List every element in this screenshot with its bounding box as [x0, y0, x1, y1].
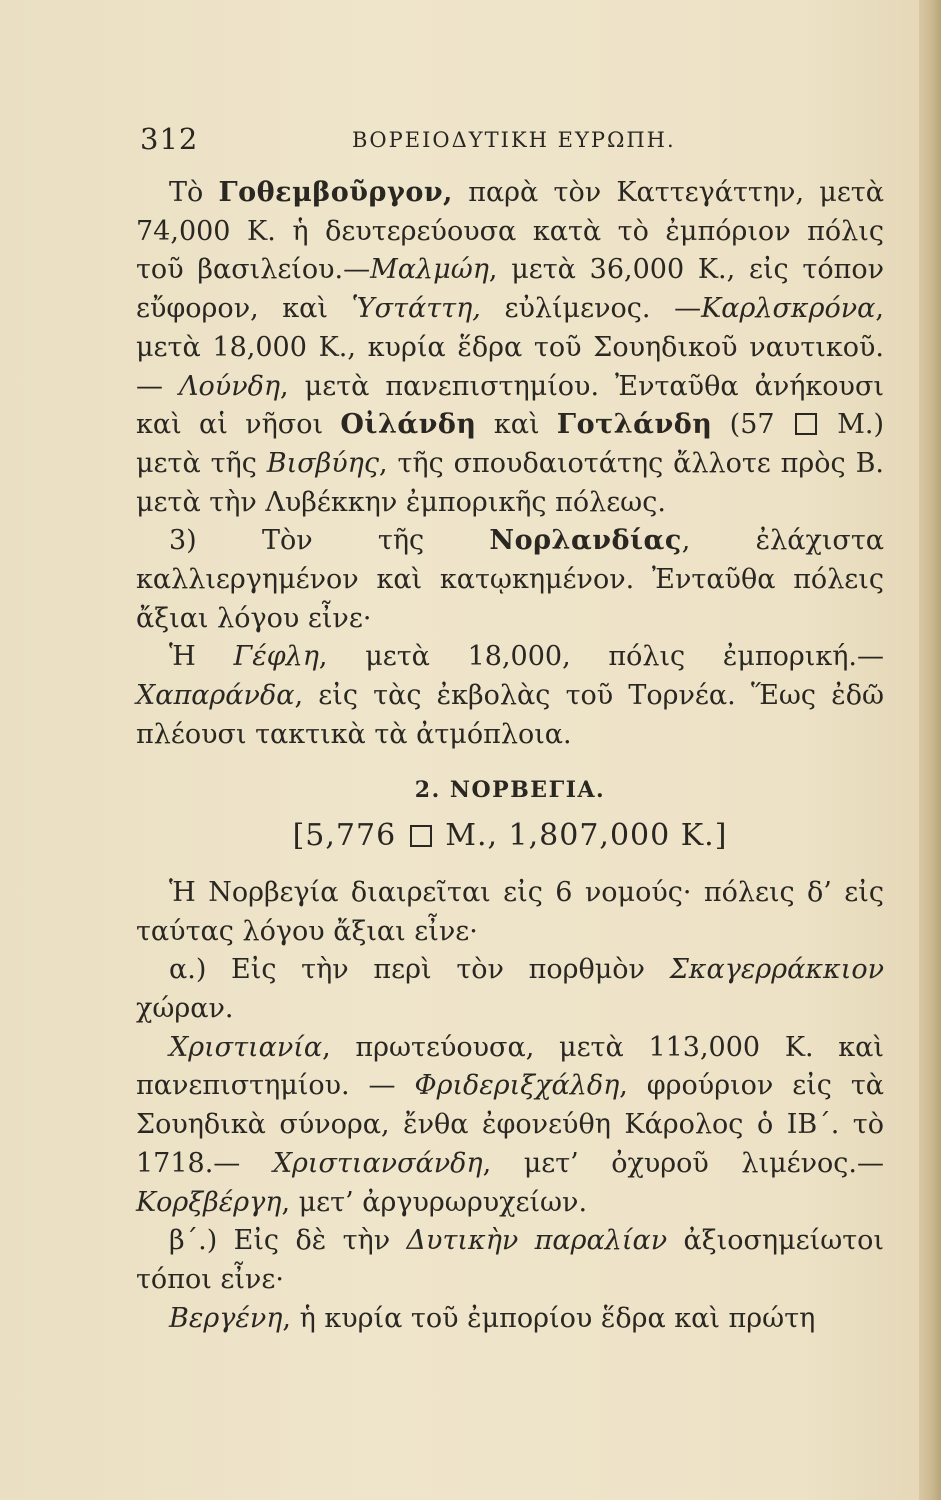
text-run: , φρούριον εἰς τὰ Σουηδικὰ σύνορα, ἔνθα ἐφονεύθη Κάρολος ὁ ΙΒ΄. τὸ 1718.— [136, 1070, 884, 1179]
text-run: Μ.) μετὰ τῆς [136, 409, 884, 479]
text-run: , τῆς σπουδαιοτάτης ἄλλοτε πρὸς Β. μετὰ τὴν Λυβέκκην ἐμπορικῆς πόλεως. [136, 447, 884, 518]
place-name-italic: Βεργένη [169, 1302, 283, 1334]
square-mile-symbol [795, 413, 817, 435]
page-edge [919, 0, 941, 1500]
page-header [140, 122, 882, 172]
place-name-italic: Χαπαράνδα [136, 680, 295, 712]
section-stats [136, 817, 884, 856]
place-name-italic: Κορξβέργη [136, 1186, 282, 1218]
place-name-bold: Γοτλάνδη [556, 409, 713, 441]
text-run: , μετὰ 18,000 Κ., κυρία ἕδρα τοῦ Σουηδικοῦ ναυτικοῦ. — [136, 293, 884, 402]
text-run: , πρωτεύουσα, μετὰ 113,000 Κ. καὶ πανεπιστημίου. — [136, 1031, 884, 1102]
text-run: εὐλίμενος. — [480, 293, 702, 325]
text-run: καὶ [476, 409, 557, 441]
place-name-italic: Χριστιανσάνδη [272, 1147, 483, 1179]
place-name-bold: Γοθεμβοῦργον, [218, 177, 453, 208]
text-run: α.) Εἰς τὴν περὶ τὸν πορθμὸν [169, 954, 670, 986]
text-run: παρὰ τὸν Καττεγάττην, μετὰ 74,000 Κ. ἡ δευτερεύουσα κατὰ τὸ ἐμπόριον πόλις τοῦ βασιλείου.— [136, 177, 884, 286]
place-name-bold: Νορλανδίας [489, 525, 682, 557]
place-name-italic: Μαλμώη [370, 254, 489, 286]
paragraph-west-coast [136, 1222, 884, 1299]
place-name-italic: Χριστιανία [169, 1031, 323, 1063]
text-run: Μ., 1,807,000 Κ.] [434, 818, 728, 854]
text-run: Ἡ Νορβεγία διαιρεῖται εἰς 6 νομούς· πόλεις δ’ εἰς ταύτας λόγου ἄξιαι εἶνε· [136, 876, 884, 947]
place-name-italic: Γέφλη [233, 641, 319, 673]
place-name-italic: Ὑστάττη, [351, 293, 481, 325]
place-name-italic: Καρλσκρόνα [701, 293, 876, 325]
text-run: , μετ’ ὀχυροῦ λιμένος.— [482, 1147, 884, 1179]
page-number: 312 [140, 122, 199, 156]
paragraph-bergen [136, 1300, 884, 1339]
paragraph-skagerrak [136, 951, 884, 1028]
text-run: , μετ’ ἀργυρωρυχείων. [281, 1186, 588, 1218]
paragraph-christiania [136, 1029, 884, 1223]
place-name-italic: Λούνδη [179, 370, 281, 402]
text-run: Τὸ [169, 177, 219, 208]
paragraph-sweden-cities [136, 174, 884, 522]
text-run: , μετὰ 36,000 Κ., εἰς τόπον εὔφορον, καὶ [136, 254, 884, 325]
text-run: , μετὰ 18,000, πόλις ἐμπορική.— [318, 641, 885, 673]
body-text [136, 174, 884, 1338]
text-run: , ἐλάχιστα καλλιεργημένον καὶ κατῳκημένον. Ἐνταῦθα πόλεις ἄξιαι λόγου εἶνε· [136, 525, 884, 634]
text-run: β΄.) Εἰς δὲ τὴν [169, 1225, 407, 1257]
text-run: 3) Τὸν τῆς [169, 525, 490, 557]
text-run: [5,776 [292, 818, 407, 854]
text-run: , μετὰ πανεπιστημίου. Ἐνταῦθα ἀνήκουσι καὶ αἱ νῆσοι [136, 370, 884, 441]
section-heading: 2. ΝΟΡΒΕΓΙΑ. [414, 776, 606, 803]
paragraph-gefle [136, 638, 884, 754]
text-run: χώραν. [136, 993, 234, 1025]
text-run: ἀξιοσημείωτοι τόποι εἶνε· [136, 1225, 885, 1295]
place-name-italic: Βισβύης [266, 447, 379, 479]
paragraph-norway-intro [136, 874, 884, 951]
text-run: , ἡ κυρία τοῦ ἐμπορίου ἕδρα καὶ πρώτη [282, 1302, 816, 1334]
text-run: , εἰς τὰς ἐκβολὰς τοῦ Τορνέα. Ἕως ἐδῶ πλέουσι τακτικὰ τὰ ἀτμόπλοια. [136, 680, 884, 750]
text-run: (57 [712, 409, 792, 441]
running-title: ΒΟΡΕΙΟΔΥΤΙΚΗ ΕΥΡΩΠΗ. [352, 128, 676, 152]
place-name-italic: Φριδεριξχάλδη [414, 1070, 620, 1102]
text-run: Ἡ [169, 641, 234, 673]
place-name-italic: Δυτικὴν παραλίαν [406, 1225, 668, 1257]
place-name-bold: Οἰλάνδη [340, 409, 477, 441]
paragraph-norrland [136, 522, 884, 638]
place-name-italic: Σκαγερράκκιον [669, 954, 884, 986]
square-mile-symbol [410, 825, 432, 847]
